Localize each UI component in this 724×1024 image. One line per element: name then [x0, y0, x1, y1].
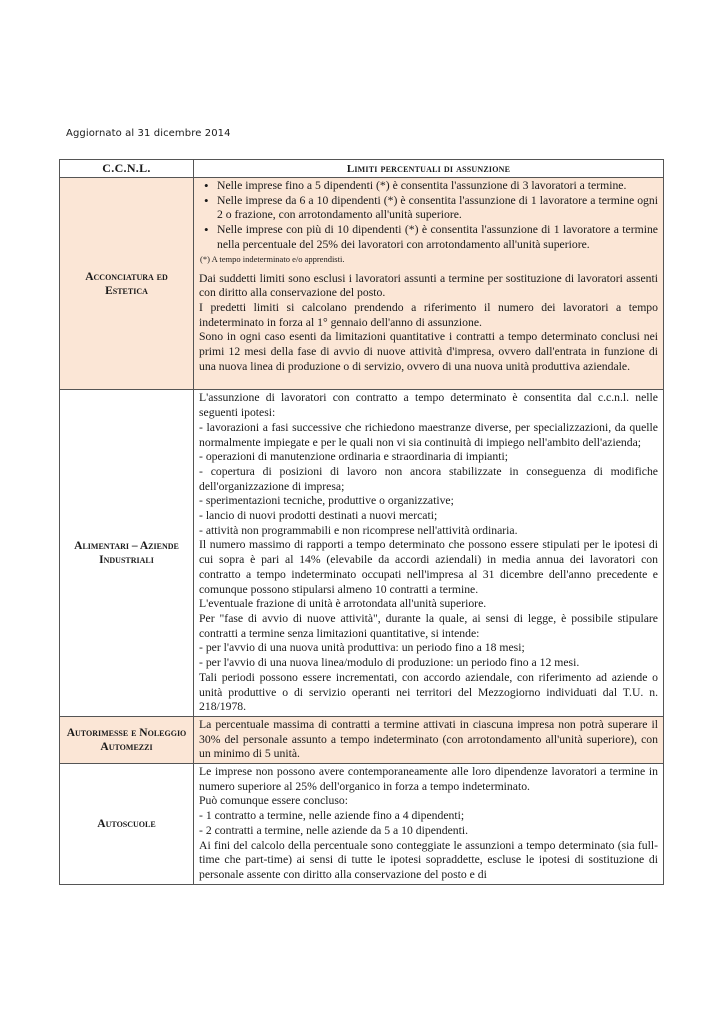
paragraph: - lavorazioni a fasi successive che richiedono maestranze diverse, per specializzazioni, da quelle normalmente impiegate e per le quali non vi sia continuità di impiego nell'ambito dell'azienda;: [199, 420, 658, 449]
table-header-row: [60, 160, 664, 178]
paragraph: Ai fini del calcolo della percentuale sono conteggiate le assunzioni a tempo determinato (sia full-time che part-time) ai sensi di tutte le ipotesi sopraddette, escluse le ipotesi di sostituzione di personale assente con diritto alla conservazione del posto e di: [199, 838, 658, 881]
list-item: • Nelle imprese fino a 5 dipendenti (*) è consentita l'assunzione di 3 lavoratori a termine.: [217, 179, 658, 194]
paragraph: - per l'avvio di una nuova linea/modulo di produzione: un periodo fino a 12 mesi.: [199, 656, 580, 670]
footnote: (*) A tempo indeterminato e/o apprendisti.: [200, 253, 345, 264]
limits-bullet-list: [199, 179, 658, 253]
ccnl-name-autoscuole: Autoscuole: [60, 764, 194, 885]
paragraph: - 2 contratti a termine, nelle aziende da 5 a 10 dipendenti.: [199, 823, 469, 837]
table-row: [60, 390, 664, 716]
paragraph: Può comunque essere concluso:: [199, 794, 348, 808]
paragraph: - attività non programmabili e non ricomprese nell'attività ordinaria.: [199, 523, 518, 537]
paragraph: - sperimentazioni tecniche, produttive o organizzative;: [199, 494, 454, 508]
paragraph: L'assunzione di lavoratori con contratto a tempo determinato è consentita dal c.c.n.l. nelle seguenti ipotesi:: [199, 391, 658, 420]
limits-cell-autoscuole: [194, 764, 664, 885]
paragraph: Dai suddetti limiti sono esclusi i lavoratori assunti a termine per sostituzione di lavoratori assenti con diritto alla conservazione del posto.: [199, 271, 658, 300]
paragraph: - copertura di posizioni di lavoro non ancora stabilizzate in conseguenza di modifiche dell'organizzazione di impresa;: [199, 464, 658, 493]
paragraph: Sono in ogni caso esenti da limitazioni quantitative i contratti a tempo determinato conclusi nei primi 12 mesi della fase di avvio di nuove attività d'impresa, ovvero dall'entrata in funzione di una nuova linea di produzione o di servizio, ovvero di una nuova unità produttiva aziendale.: [199, 330, 658, 373]
paragraph: La percentuale massima di contratti a termine attivati in ciascuna impresa non potrà superare il 30% del personale assunto a tempo indeterminato (con arrotondamento all'unità superiore), con un minimo di 5 unità.: [199, 717, 658, 761]
paragraph: - per l'avvio di una nuova unità produttiva: un periodo fino a 18 mesi;: [199, 641, 525, 655]
limits-cell-autorimesse: [194, 716, 664, 763]
table-row: [60, 178, 664, 390]
limits-cell-acconciatura: [194, 178, 664, 390]
paragraph: Per "fase di avvio di nuove attività", durante la quale, ai sensi di legge, è possibile stipulare contratti a termine senza limitazioni quantitative, si intende:: [199, 611, 658, 640]
ccnl-name-alimentari: Alimentari – Aziende Industriali: [60, 390, 194, 716]
paragraph: Le imprese non possono avere contemporaneamente alle loro dipendenze lavoratori a termine in numero superiore al 25% dell'organico in forza a tempo indeterminato.: [199, 765, 658, 793]
paragraph: Tali periodi possono essere incrementati, con accordo aziendale, con riferimento ad aziende o unità produttive o di servizio operanti nei territori del Mezzogiorno individuati dal T.U. n. 218/1978.: [199, 670, 658, 714]
ccnl-column-header: C.C.N.L.: [60, 160, 194, 178]
table-row: [60, 764, 664, 885]
paragraph: - 1 contratto a termine, nelle aziende fino a 4 dipendenti;: [199, 809, 465, 823]
table-row: [60, 716, 664, 763]
paragraph: I predetti limiti si calcolano prendendo a riferimento il numero dei lavoratori a tempo indeterminato in forza al 1° gennaio dell'anno di assunzione.: [199, 300, 658, 329]
limits-column-header: Limiti percentuali di assunzione: [194, 160, 664, 178]
update-date-label: Aggiornato al 31 dicembre 2014: [66, 128, 231, 139]
paragraph: - operazioni di manutenzione ordinaria e straordinaria di impianti;: [199, 450, 508, 464]
list-item: • Nelle imprese da 6 a 10 dipendenti (*) è consentita l'assunzione di 1 lavoratore a termine ogni 2 o frazione, con arrotondamento all'unità superiore.: [217, 194, 658, 223]
ccnl-name-acconciatura: Acconciatura ed Estetica: [60, 178, 194, 390]
list-item: • Nelle imprese con più di 10 dipendenti (*) è consentita l'assunzione di 1 lavoratore a termine nella percentuale del 25% dei lavoratori con arrotondamento all'unità superiore.: [217, 223, 658, 252]
paragraph: - lancio di nuovi prodotti destinati a nuovi mercati;: [199, 509, 438, 523]
limits-cell-alimentari: [194, 390, 664, 716]
ccnl-name-autorimesse: Autorimesse e Noleggio Automezzi: [60, 716, 194, 763]
paragraph: Il numero massimo di rapporti a tempo determinato che possono essere stipulati per le ipotesi di cui sopra è pari al 14% (elevabile da accordi aziendali) in media annua dei lavoratori con contratto a tempo indeterminato occupati nell'impresa al 31 dicembre dell'anno precedente e comunque possono stipularsi almeno 10 contratti a termine.: [199, 538, 658, 596]
paragraph: L'eventuale frazione di unità è arrotondata all'unità superiore.: [199, 597, 487, 611]
ccnl-limits-table: [59, 159, 664, 885]
